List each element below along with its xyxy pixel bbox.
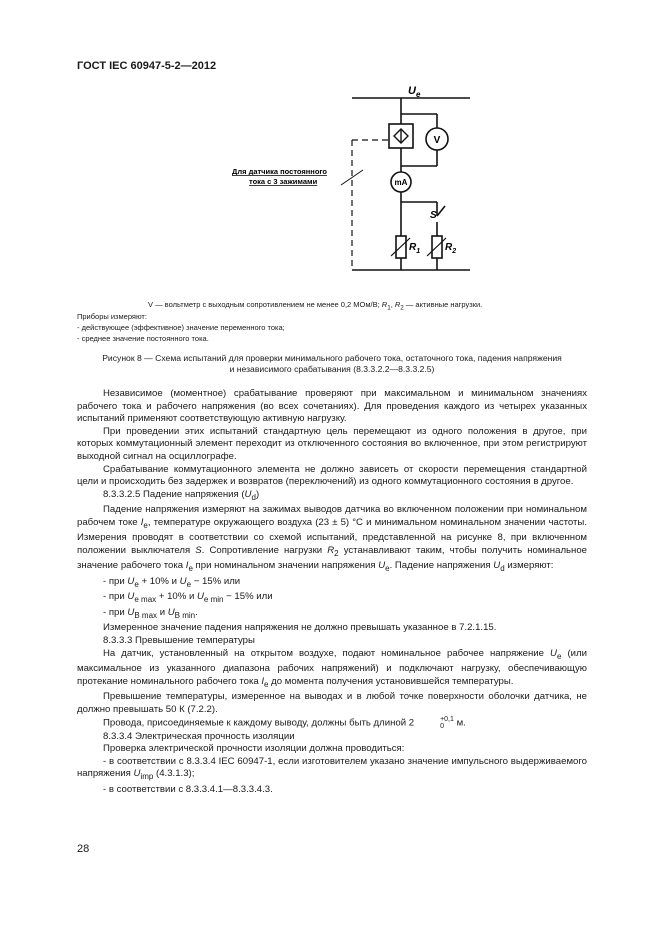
figure-legend-item: - действующее (эффективное) значение переменного тока; xyxy=(77,323,285,332)
paragraph: Падение напряжения измеряют на зажимах выводов датчика во включенном положении при номинальном рабочем токе $I_e$, температуре окружающего воздуха (23 ± 5) °С и минимальном номинальном значении частоты. Измерения проводят в соответствии со схемой испытаний, представленной на рисунке 8, при включенном положении выключателя S. Сопротивление нагрузки $R_2$ устанавливают таким, чтобы получить номинальное значение рабочего тока $I_e$ при номинальном значении напряжения $U_e$. Падение напряжения $U_d$ измеряют: xyxy=(77,504,588,574)
figure-caption: Рисунок 8 — Схема испытаний для проверки минимального рабочего тока, остаточного тока, падения напряжения и независимого срабатывания (8.3.3.2.2—8.3.3.2.5) xyxy=(102,353,562,374)
page-header: ГОСТ IEC 60947-5-2—2012 xyxy=(77,60,217,72)
svg-text:mA: mA xyxy=(394,178,408,187)
paragraph: Срабатывание коммутационного элемента не должно зависеть от скорости перемещения стандартной цели и происходить без задержек и возвратов (переключений) из одного коммутационного состояния в другое. xyxy=(77,463,587,488)
paragraph: Измеренное значение падения напряжения не должно превышать указанное в 7.2.1.15. xyxy=(103,622,497,634)
label-r1: $R_1$ xyxy=(409,242,421,255)
section-heading: 8.3.3.4 Электрическая прочность изоляции xyxy=(103,730,295,742)
test-circuit-diagram xyxy=(0,0,661,300)
paragraph: При проведении этих испытаний стандартную цель перемещают из одного положения в другое, при которых коммутационный элемент переходит из отключенного состояния во включенное, при этом регистрируют выходной сигнал на осциллографе. xyxy=(77,425,587,462)
figure-legend-instruments: Приборы измеряют: xyxy=(77,312,147,321)
body-text xyxy=(77,388,587,796)
figure-legend-item: - среднее значение постоянного тока. xyxy=(77,334,209,343)
sensor-symbol xyxy=(389,124,413,148)
section-heading: 8.3.3.3 Превышение температуры xyxy=(103,635,255,647)
paragraph: Проверка электрической прочности изоляции должна проводиться: xyxy=(103,743,405,755)
label-r2: $R_2$ xyxy=(445,242,457,255)
resistor-r1 xyxy=(391,236,410,258)
list-item: - при $U_{B max}$ и $U_{B min}$. xyxy=(103,606,198,620)
paragraph: Провода, присоединяемые к каждому выводу, должны быть длиной 2 +0,1 0 м. xyxy=(103,716,466,731)
paragraph: На датчик, установленный на открытом воздухе, подают номинальное рабочее напряжение $U_e$ (или максимальное из указанного диапазона рабочих напряжений) и подключают нагрузку, обеспечивающую протекание номинального рабочего тока $I_e$ до момента получения установившейся температуры. xyxy=(77,647,587,689)
list-item: - в соответствии с 8.3.3.4.1—8.3.3.4.3. xyxy=(103,783,273,795)
sensor-note-line1: Для датчика постоянного xyxy=(232,167,328,176)
label-ue: $U_e$ xyxy=(408,85,421,99)
figure-legend-voltmeter: V — вольтметр с выходным сопротивлением не менее 0,2 МОм/В; $R_1$, $R_2$ — активные нагрузки. xyxy=(148,300,483,312)
sensor-note-line2: тока с 3 зажимами xyxy=(249,177,318,186)
label-switch-s: S xyxy=(430,210,437,221)
paragraph: Превышение температуры, измеренное на выводах и в любой точке поверхности оболочки датчика, не должно превышать 50 К (7.2.2). xyxy=(77,691,587,715)
svg-text:V: V xyxy=(433,135,441,146)
list-item: - при $U_e + 10\%$ и $U_e - 15\%$ или xyxy=(103,575,241,589)
section-heading: 8.3.3.2.5 Падение напряжения $(U_d)$ xyxy=(103,488,260,502)
page-number: 28 xyxy=(77,843,90,855)
paragraph: Независимое (моментное) срабатывание проверяют при максимальном и минимальном значениях рабочего тока и рабочего напряжения (во всех сочетаниях). Для проведения каждого из четырех указанных испытаний применяют соответствующую активную нагрузку. xyxy=(77,388,587,425)
list-item: - при $U_{e max} + 10\%$ и $U_{e min} - 15\%$ или xyxy=(103,591,273,605)
resistor-r2 xyxy=(427,236,446,258)
list-item: - в соответствии с 8.3.3.4 IEC 60947-1, если изготовителем указано значение импульсного выдерживаемого напряжения $U_{imp}$ (4.3.1.3); xyxy=(77,755,587,782)
